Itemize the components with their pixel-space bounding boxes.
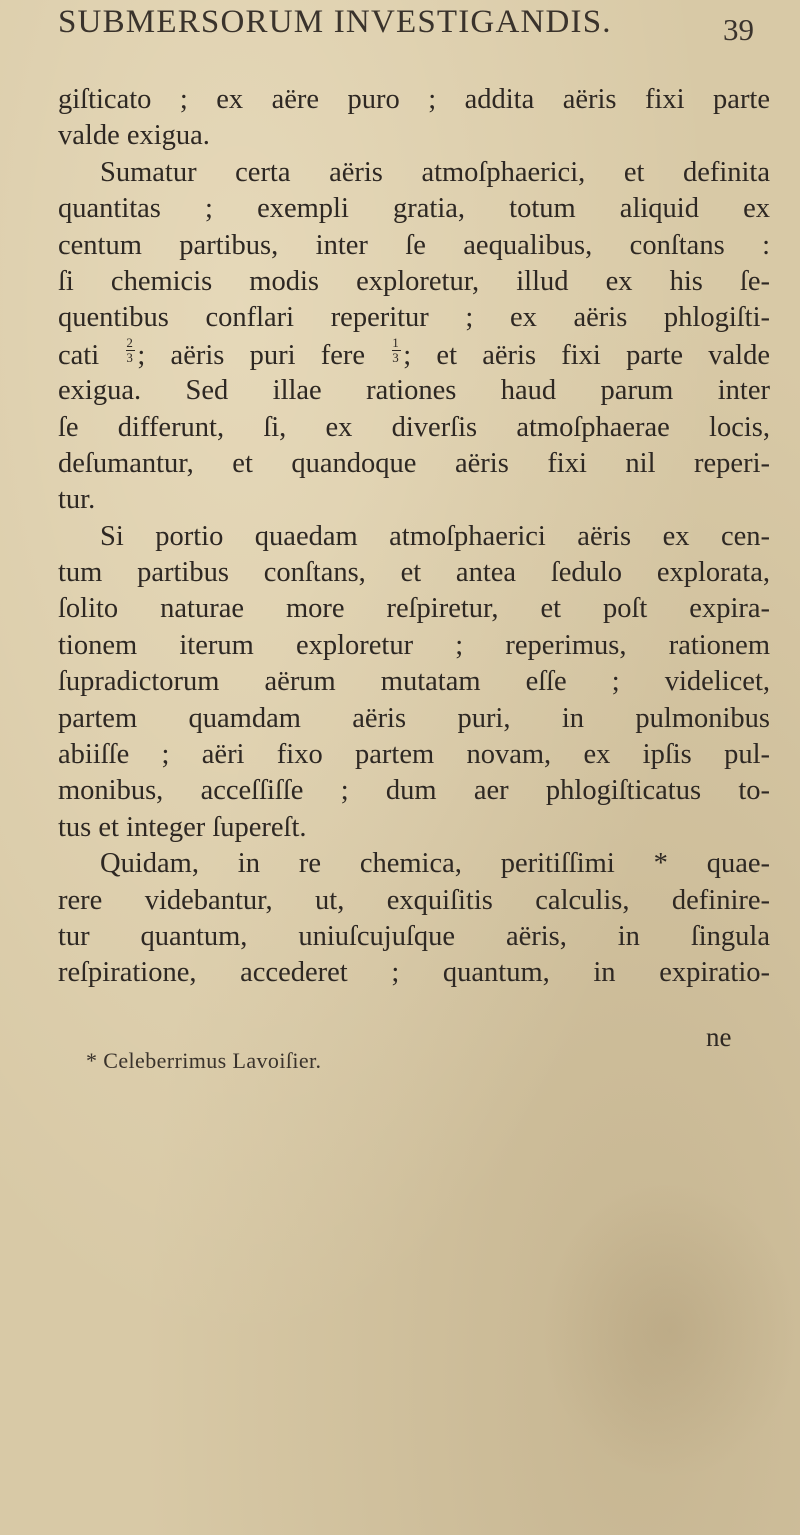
fraction-numerator: 1: [392, 334, 399, 350]
text-line: giſticato ; ex aëre puro ; addita aëris fixi parte: [58, 84, 770, 115]
text-line: valde exigua.: [58, 120, 210, 152]
fraction-denominator: 3: [126, 349, 133, 365]
text-line: Si portio quaedam atmoſphaerici aëris ex cen-: [100, 520, 770, 552]
text-line: tum partibus conſtans, et antea ſedulo explorata,: [58, 557, 770, 589]
text-line: monibus, acceſſiſſe ; dum aer phlogiſticatus to-: [58, 775, 770, 807]
text-line: ſupradictorum aërum mutatam eſſe ; videlicet,: [58, 666, 770, 698]
text-line: ſolito naturae more reſpiretur, et poſt expira-: [58, 593, 770, 625]
paper-stain: [540, 1180, 800, 1480]
text-line: Sumatur certa aëris atmoſphaerici, et definita: [100, 156, 770, 188]
text-line: centum partibus, inter ſe aequalibus, conſtans :: [58, 229, 770, 261]
fraction-line-start: cati: [58, 339, 100, 371]
text-line: tur quantum, uniuſcujuſque aëris, in ſingula: [58, 920, 770, 952]
text-line: rere videbantur, ut, exquiſitis calculis, definire-: [58, 884, 770, 916]
text-line: exigua. Sed illae rationes haud parum inter: [58, 375, 770, 407]
fraction-two-thirds: [126, 334, 135, 365]
text-line: quantitas ; exempli gratia, totum aliquid ex: [58, 193, 770, 225]
fraction-line-middle: ; aëris puri fere: [137, 339, 366, 371]
running-title: SUBMERSORUM INVESTIGANDIS.: [58, 4, 612, 40]
text-line: tus et integer ſupereſt.: [58, 811, 307, 843]
page-number: 39: [723, 12, 754, 47]
running-head: [58, 2, 758, 52]
footnote: * Celeberrimus Lavoiſier.: [86, 1048, 322, 1073]
catchword: ne: [706, 1022, 732, 1052]
text-line: reſpiratione, accederet ; quantum, in expiratio-: [58, 957, 770, 989]
text-line: partem quamdam aëris puri, in pulmonibus: [58, 702, 770, 734]
text-line: ſe differunt, ſi, ex diverſis atmoſphaerae locis,: [58, 411, 770, 443]
fraction-one-third: [392, 334, 401, 365]
body-text: [58, 82, 770, 992]
text-line: abiiſſe ; aëri fixo partem novam, ex ipſis pul-: [58, 739, 770, 771]
text-line: quentibus conflari reperitur ; ex aëris phlogiſti-: [58, 302, 770, 334]
text-line: tur.: [58, 484, 96, 516]
fraction-line: [58, 334, 770, 373]
fraction-numerator: 2: [126, 334, 133, 350]
text-line: tionem iterum exploretur ; reperimus, rationem: [58, 629, 770, 661]
text-line: Quidam, in re chemica, peritiſſimi * quae-: [100, 848, 770, 880]
fraction-line-end: ; et aëris fixi parte valde: [403, 339, 770, 371]
text-line: ſi chemicis modis exploretur, illud ex his ſe-: [58, 265, 770, 297]
fraction-denominator: 3: [392, 349, 399, 365]
text-line: deſumantur, et quandoque aëris fixi nil reperi-: [58, 447, 770, 479]
